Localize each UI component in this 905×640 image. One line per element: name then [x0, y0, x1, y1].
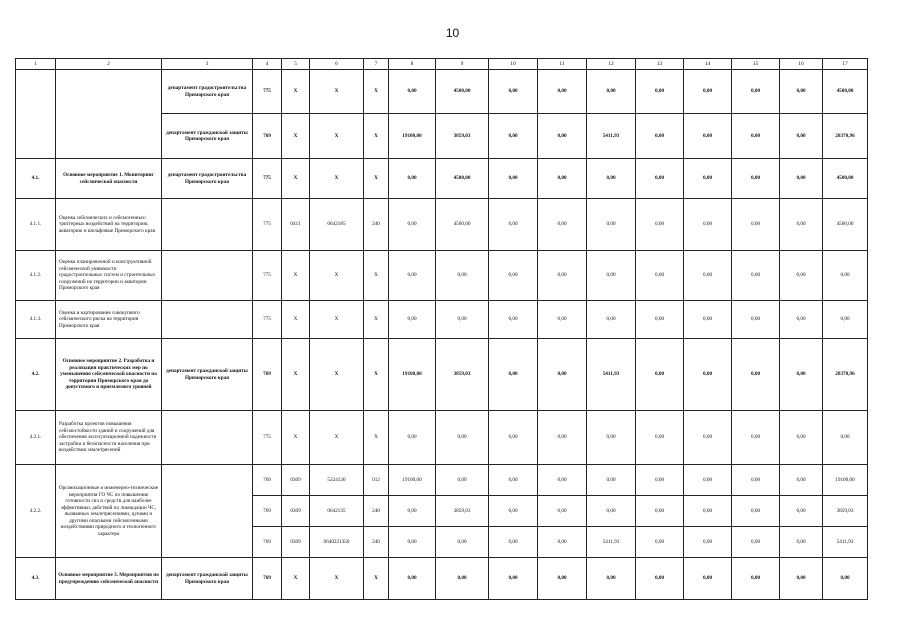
col-header: 5: [282, 59, 310, 70]
executor-cell: [162, 251, 253, 301]
value-cell: 0,00: [684, 70, 732, 114]
value-cell: 0,00: [389, 70, 436, 114]
value-cell: 0,00: [389, 199, 436, 251]
value-cell: 0,00: [823, 558, 868, 600]
value-cell: 0,00: [538, 527, 587, 558]
value-cell: 0,00: [489, 496, 538, 527]
value-cell: 769: [253, 558, 282, 600]
value-cell: 4500,00: [823, 70, 868, 114]
col-header: 6: [310, 59, 364, 70]
value-cell: 0,00: [538, 114, 587, 159]
item-number-cell: 4.1.1.: [16, 199, 56, 251]
col-header: 15: [732, 59, 780, 70]
value-cell: 775: [253, 159, 282, 199]
col-header: 14: [684, 59, 732, 70]
table-row: [16, 339, 868, 411]
value-cell: Х: [310, 301, 364, 339]
value-cell: 0,00: [780, 527, 823, 558]
value-cell: 0,00: [636, 496, 684, 527]
value-cell: 19100,00: [389, 465, 436, 496]
value-cell: 0,00: [538, 339, 587, 411]
item-number-cell: 4.1.2.: [16, 251, 56, 301]
item-description-cell: Разработка проектов повышения сейсмостойкости зданий и сооружений для обеспечения эксплуатационной надежности застройки и безопасности населения при воздействии землетрясений: [56, 411, 162, 465]
value-cell: 0,00: [684, 251, 732, 301]
item-description-cell: Основное мероприятие 3. Мероприятия по предупреждению сейсмической опасности: [56, 558, 162, 600]
item-description-cell: Оценка планировочной и конструктивной сейсмической уязвимости градостроительных систем и строительных сооружений на территории и акватории Приморского края: [56, 251, 162, 301]
executor-cell: [162, 411, 253, 465]
item-description-cell: Оценка сейсмических и сейсмогенных/триггерных воздействий на территорию, акваторию и шельфовые Приморского края: [56, 199, 162, 251]
value-cell: 3859,03: [436, 339, 489, 411]
value-cell: 0,00: [587, 496, 636, 527]
col-header: 4: [253, 59, 282, 70]
col-header: 2: [56, 59, 162, 70]
value-cell: 0,00: [684, 339, 732, 411]
value-cell: 0,00: [587, 411, 636, 465]
value-cell: Х: [310, 114, 364, 159]
value-cell: 0,00: [389, 301, 436, 339]
value-cell: 0,00: [489, 339, 538, 411]
value-cell: 19100,00: [389, 114, 436, 159]
executor-cell: департамент градостроительства Приморского края: [162, 70, 253, 114]
value-cell: 0,00: [538, 301, 587, 339]
value-cell: 0,00: [780, 465, 823, 496]
value-cell: 0,00: [538, 159, 587, 199]
value-cell: 4500,00: [436, 199, 489, 251]
value-cell: 0,00: [684, 159, 732, 199]
value-cell: 5411,93: [587, 527, 636, 558]
value-cell: 0,00: [436, 301, 489, 339]
value-cell: 0,00: [538, 70, 587, 114]
col-header: 16: [780, 59, 823, 70]
value-cell: 5411,93: [587, 339, 636, 411]
col-header: 13: [636, 59, 684, 70]
value-cell: Х: [364, 70, 389, 114]
value-cell: 0,00: [538, 199, 587, 251]
value-cell: 0,00: [489, 251, 538, 301]
value-cell: 19100,00: [389, 339, 436, 411]
value-cell: 0,00: [587, 199, 636, 251]
value-cell: 0,00: [436, 251, 489, 301]
value-cell: 5411,93: [823, 527, 868, 558]
value-cell: 0,00: [732, 199, 780, 251]
executor-cell: департамент гражданской защиты Приморского края: [162, 114, 253, 159]
table-row: [16, 465, 868, 496]
value-cell: 0,00: [732, 251, 780, 301]
table-row: [16, 199, 868, 251]
value-cell: Х: [364, 411, 389, 465]
col-header: 17: [823, 59, 868, 70]
value-cell: 0309: [282, 465, 310, 496]
value-cell: 0,00: [823, 411, 868, 465]
col-header: 10: [489, 59, 538, 70]
value-cell: 0,00: [684, 199, 732, 251]
value-cell: 0,00: [780, 114, 823, 159]
value-cell: 5224130: [310, 465, 364, 496]
value-cell: Х: [364, 114, 389, 159]
item-description-cell: Оценка и картирование совокупного сейсмического риска на территории Приморского края: [56, 301, 162, 339]
page-number: 10: [445, 26, 460, 40]
value-cell: 0640221350: [310, 527, 364, 558]
value-cell: 28370,96: [823, 339, 868, 411]
table-row: [16, 558, 868, 600]
value-cell: 775: [253, 70, 282, 114]
table-row: [16, 70, 868, 114]
col-header: 1: [16, 59, 56, 70]
value-cell: 0,00: [389, 496, 436, 527]
value-cell: 0,00: [436, 558, 489, 600]
value-cell: 3859,03: [436, 496, 489, 527]
budget-table: [15, 58, 868, 600]
value-cell: Х: [310, 558, 364, 600]
item-description-cell: [56, 70, 162, 159]
value-cell: 0,00: [538, 496, 587, 527]
value-cell: Х: [364, 301, 389, 339]
value-cell: 0,00: [436, 411, 489, 465]
value-cell: Х: [364, 159, 389, 199]
value-cell: 3859,03: [436, 114, 489, 159]
value-cell: 0,00: [636, 301, 684, 339]
value-cell: 19100,00: [823, 465, 868, 496]
executor-cell: департамент градостроительства Приморского края: [162, 159, 253, 199]
value-cell: 0,00: [587, 70, 636, 114]
value-cell: 775: [253, 411, 282, 465]
value-cell: 0,00: [780, 339, 823, 411]
value-cell: 0,00: [732, 301, 780, 339]
value-cell: Х: [310, 411, 364, 465]
value-cell: 0,00: [389, 558, 436, 600]
value-cell: 0,00: [732, 339, 780, 411]
value-cell: 0,00: [684, 465, 732, 496]
value-cell: 0,00: [684, 411, 732, 465]
value-cell: Х: [310, 159, 364, 199]
value-cell: 0,00: [636, 411, 684, 465]
value-cell: 0,00: [732, 114, 780, 159]
value-cell: 0,00: [587, 465, 636, 496]
value-cell: 0,00: [780, 558, 823, 600]
value-cell: 3859,03: [823, 496, 868, 527]
col-header: 3: [162, 59, 253, 70]
value-cell: 4500,00: [436, 70, 489, 114]
value-cell: 4500,00: [823, 199, 868, 251]
value-cell: Х: [282, 159, 310, 199]
value-cell: Х: [310, 70, 364, 114]
item-number-cell: 4.1.: [16, 159, 56, 199]
value-cell: Х: [282, 114, 310, 159]
value-cell: 0,00: [684, 301, 732, 339]
value-cell: 769: [253, 496, 282, 527]
value-cell: 0642135: [310, 496, 364, 527]
value-cell: 0,00: [636, 114, 684, 159]
value-cell: 0,00: [780, 411, 823, 465]
value-cell: 0,00: [587, 558, 636, 600]
value-cell: 0,00: [587, 301, 636, 339]
table-row: [16, 411, 868, 465]
value-cell: 0411: [282, 199, 310, 251]
value-cell: 0309: [282, 527, 310, 558]
value-cell: 0,00: [636, 465, 684, 496]
item-number-cell: [16, 70, 56, 159]
value-cell: 0,00: [636, 159, 684, 199]
value-cell: 769: [253, 339, 282, 411]
col-header: 7: [364, 59, 389, 70]
value-cell: 0,00: [489, 465, 538, 496]
executor-cell: [162, 199, 253, 251]
value-cell: 0,00: [684, 114, 732, 159]
value-cell: 0,00: [538, 465, 587, 496]
value-cell: 0,00: [436, 465, 489, 496]
value-cell: 0642185: [310, 199, 364, 251]
value-cell: 0,00: [684, 527, 732, 558]
col-header: 9: [436, 59, 489, 70]
value-cell: 0,00: [489, 70, 538, 114]
item-number-cell: 4.2.1.: [16, 411, 56, 465]
value-cell: 240: [364, 496, 389, 527]
value-cell: 0,00: [636, 558, 684, 600]
value-cell: 0,00: [636, 527, 684, 558]
value-cell: 0,00: [636, 339, 684, 411]
value-cell: Х: [282, 411, 310, 465]
value-cell: 769: [253, 114, 282, 159]
value-cell: 0,00: [636, 199, 684, 251]
value-cell: 0,00: [389, 159, 436, 199]
value-cell: 775: [253, 199, 282, 251]
value-cell: 0,00: [389, 251, 436, 301]
item-number-cell: 4.3.: [16, 558, 56, 600]
value-cell: 240: [364, 199, 389, 251]
value-cell: Х: [282, 70, 310, 114]
item-number-cell: 4.2.2.: [16, 465, 56, 558]
col-header: 12: [587, 59, 636, 70]
value-cell: Х: [282, 251, 310, 301]
value-cell: 28370,96: [823, 114, 868, 159]
value-cell: 0,00: [587, 159, 636, 199]
value-cell: 4500,00: [436, 159, 489, 199]
item-description-cell: Основное мероприятие 2. Разработка и реализация практических мер по уменьшению сейсмической опасности на территории Приморского края до допустимого и приемлемого уровней: [56, 339, 162, 411]
value-cell: 0309: [282, 496, 310, 527]
value-cell: 0,00: [538, 411, 587, 465]
value-cell: 0,00: [780, 199, 823, 251]
value-cell: Х: [310, 339, 364, 411]
col-header: 11: [538, 59, 587, 70]
item-number-cell: 4.2.: [16, 339, 56, 411]
col-header: 8: [389, 59, 436, 70]
value-cell: 769: [253, 465, 282, 496]
item-description-cell: Организационные и инженерно-технические мероприятия ГО ЧС по повышению готовности сил и средств для наиболее эффективных действий по ликвидации ЧС, вызванных землетрясениями, цунами и другими опасными сейсмогенными воздействиями природного и техногенного характера: [56, 465, 162, 558]
value-cell: Х: [282, 558, 310, 600]
value-cell: Х: [310, 251, 364, 301]
value-cell: 0,00: [732, 411, 780, 465]
item-description-cell: Основное мероприятие 1. Мониторинг сейсмической опасности: [56, 159, 162, 199]
executor-cell: [162, 465, 253, 558]
value-cell: 0,00: [780, 496, 823, 527]
value-cell: 775: [253, 301, 282, 339]
value-cell: 769: [253, 527, 282, 558]
value-cell: 0,00: [732, 465, 780, 496]
value-cell: Х: [282, 339, 310, 411]
value-cell: 0,00: [780, 301, 823, 339]
value-cell: 0,00: [732, 558, 780, 600]
value-cell: 0,00: [489, 159, 538, 199]
value-cell: 0,00: [389, 527, 436, 558]
value-cell: 0,00: [489, 558, 538, 600]
value-cell: 0,00: [780, 159, 823, 199]
executor-cell: департамент гражданской защиты Приморского края: [162, 558, 253, 600]
value-cell: 240: [364, 527, 389, 558]
value-cell: 0,00: [538, 558, 587, 600]
value-cell: 0,00: [732, 496, 780, 527]
value-cell: 0,00: [823, 301, 868, 339]
value-cell: Х: [364, 339, 389, 411]
value-cell: 775: [253, 251, 282, 301]
value-cell: 0,00: [489, 301, 538, 339]
value-cell: 0,00: [732, 527, 780, 558]
table-row: [16, 251, 868, 301]
value-cell: 0,00: [489, 114, 538, 159]
value-cell: 0,00: [684, 558, 732, 600]
table-row: [16, 301, 868, 339]
value-cell: 012: [364, 465, 389, 496]
value-cell: 0,00: [732, 159, 780, 199]
value-cell: 0,00: [389, 411, 436, 465]
value-cell: 0,00: [823, 251, 868, 301]
value-cell: 0,00: [489, 199, 538, 251]
value-cell: 0,00: [538, 251, 587, 301]
item-number-cell: 4.1.3.: [16, 301, 56, 339]
value-cell: 0,00: [636, 70, 684, 114]
table-row: [16, 159, 868, 199]
value-cell: 0,00: [489, 527, 538, 558]
value-cell: 0,00: [780, 70, 823, 114]
value-cell: 0,00: [587, 251, 636, 301]
value-cell: 0,00: [489, 411, 538, 465]
executor-cell: [162, 301, 253, 339]
value-cell: Х: [364, 558, 389, 600]
executor-cell: департамент гражданской защиты Приморского края: [162, 339, 253, 411]
value-cell: 0,00: [684, 496, 732, 527]
value-cell: 0,00: [436, 527, 489, 558]
value-cell: 4500,00: [823, 159, 868, 199]
value-cell: Х: [364, 251, 389, 301]
value-cell: Х: [282, 301, 310, 339]
value-cell: 0,00: [636, 251, 684, 301]
value-cell: 5411,93: [587, 114, 636, 159]
value-cell: 0,00: [780, 251, 823, 301]
header-row: [16, 59, 868, 70]
value-cell: 0,00: [732, 70, 780, 114]
